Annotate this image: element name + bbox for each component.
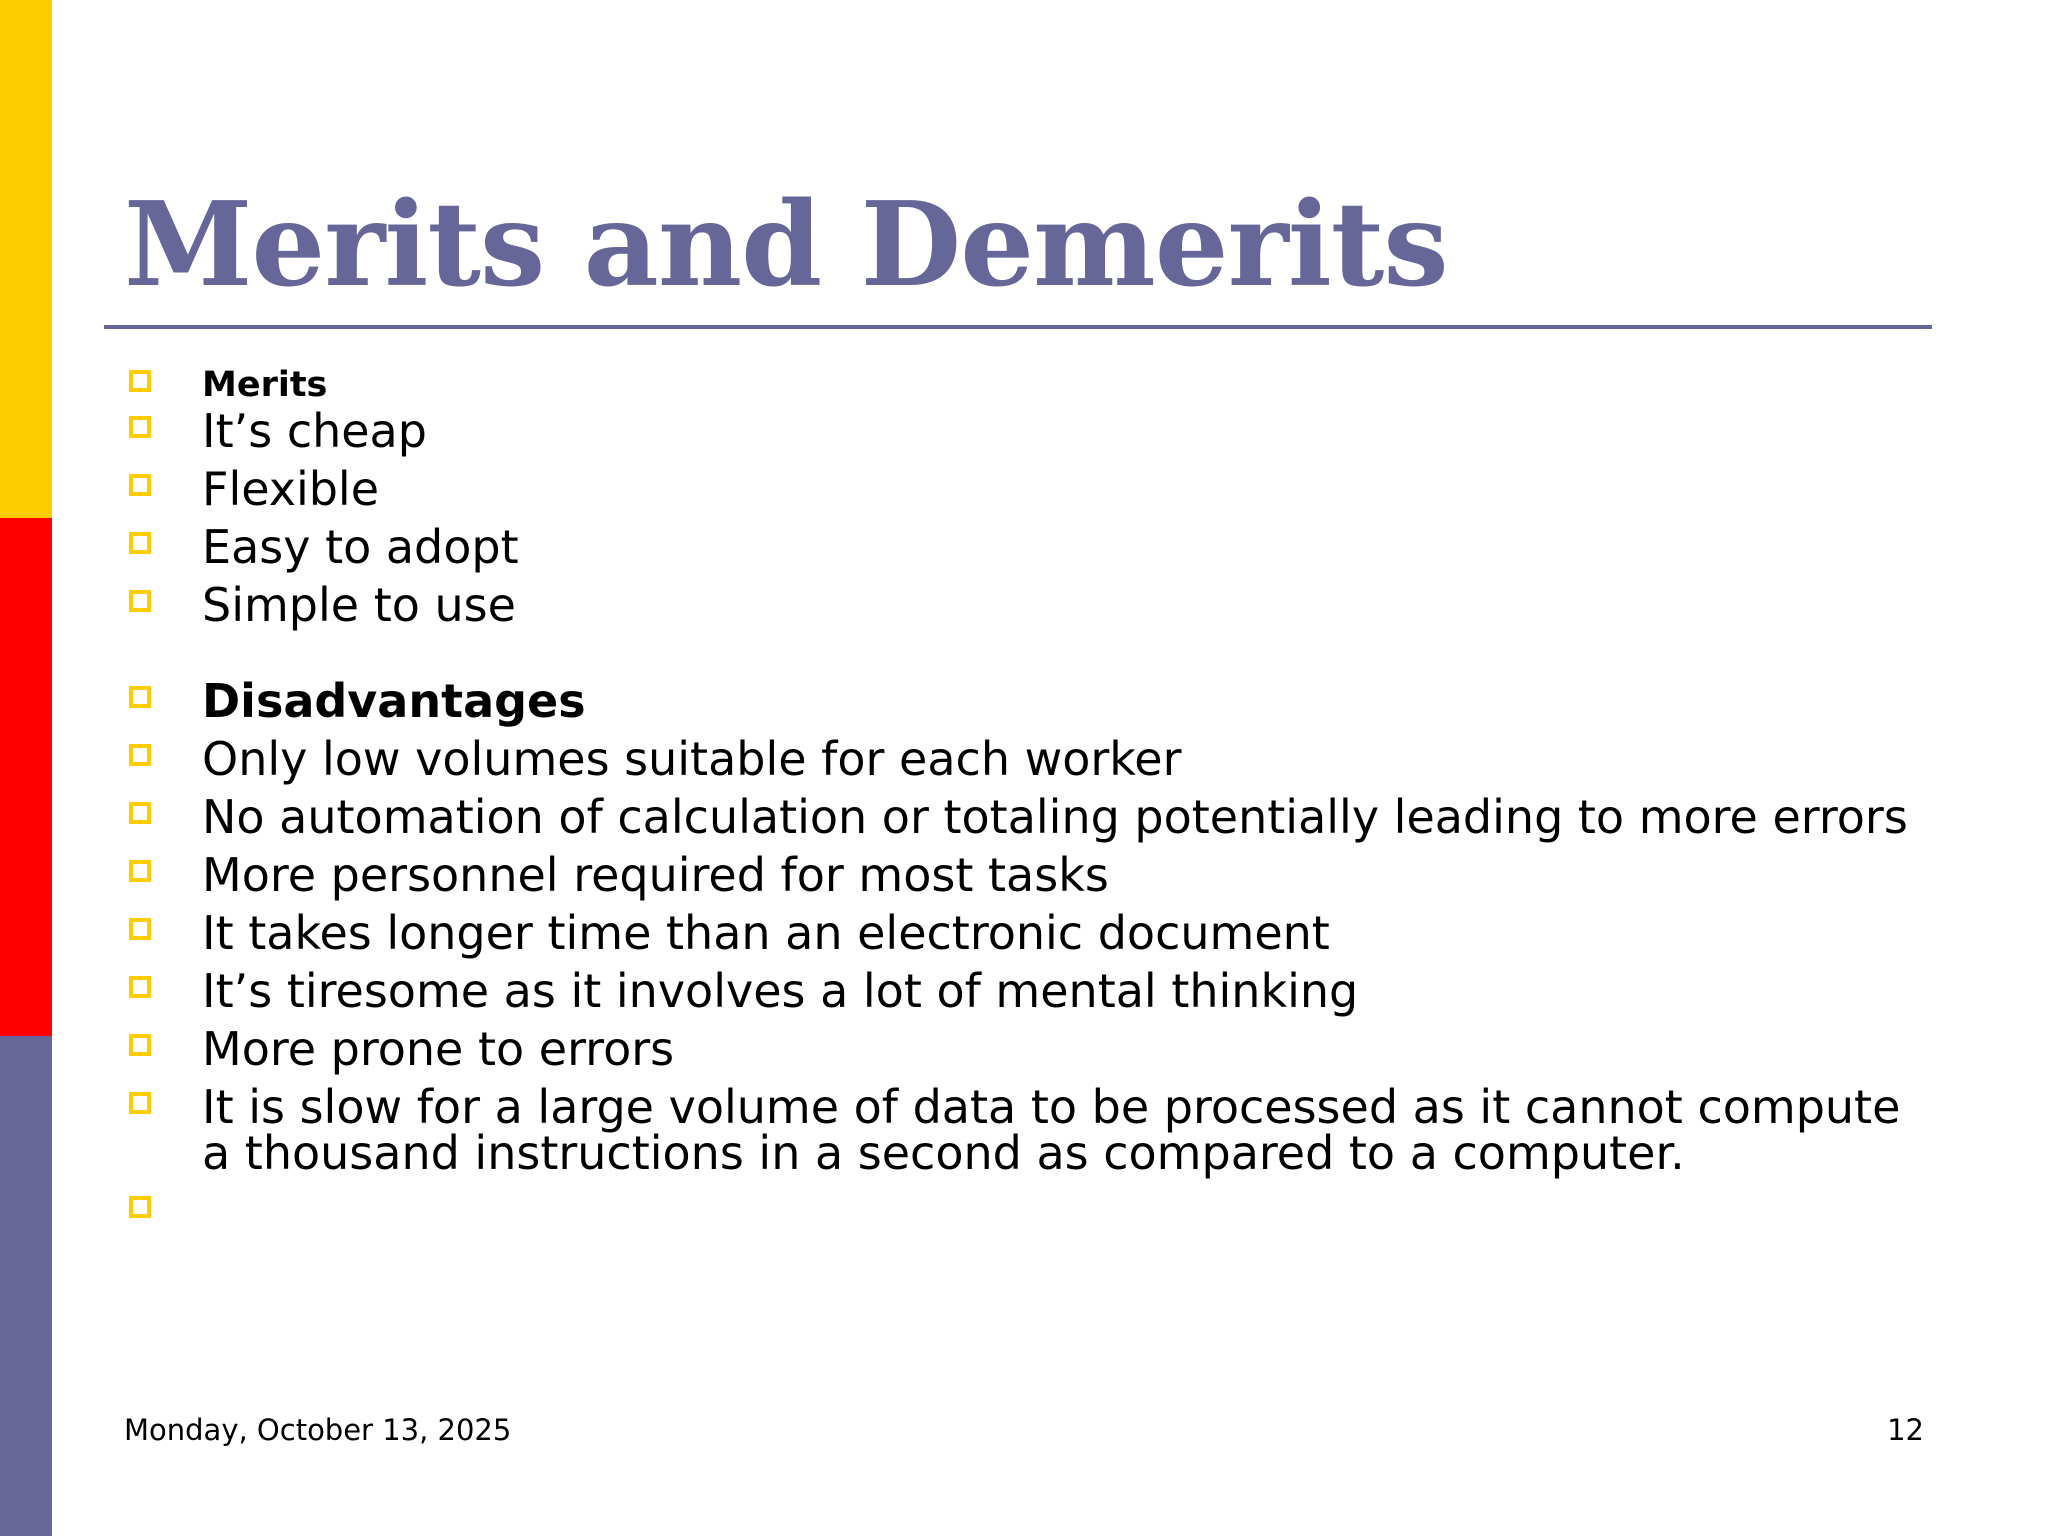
square-bullet-icon <box>129 532 151 554</box>
list-item-disadvantages-heading <box>124 674 1924 728</box>
list-item-text: No automation of calculation or totaling potentially leading to more errors <box>202 790 1908 844</box>
square-bullet-icon <box>129 370 151 392</box>
list-item-merits-heading <box>124 362 1924 408</box>
square-bullet-icon <box>129 744 151 766</box>
list-item-empty <box>124 1188 1924 1234</box>
list-item <box>124 520 1924 574</box>
list-item-text: Simple to use <box>202 578 516 632</box>
title-underline <box>104 325 1932 329</box>
accent-bar-red <box>0 518 52 1036</box>
square-bullet-icon <box>129 474 151 496</box>
list-item-text: It takes longer time than an electronic document <box>202 906 1330 960</box>
square-bullet-icon <box>129 802 151 824</box>
slide-title: Merits and Demerits <box>124 177 1448 313</box>
list-item <box>124 906 1924 960</box>
square-bullet-icon <box>129 686 151 708</box>
list-item-text: It’s cheap <box>202 404 427 458</box>
list-item-text: It’s tiresome as it involves a lot of mental thinking <box>202 964 1359 1018</box>
list-item <box>124 790 1924 844</box>
square-bullet-icon <box>129 976 151 998</box>
page-number: 12 <box>1887 1413 1924 1447</box>
list-item-text: Only low volumes suitable for each worker <box>202 732 1182 786</box>
list-item-text: Easy to adopt <box>202 520 519 574</box>
list-item <box>124 404 1924 458</box>
list-item <box>124 1022 1924 1076</box>
accent-bar-purple <box>0 1036 52 1536</box>
list-item-text: Flexible <box>202 462 380 516</box>
list-item-text: More prone to errors <box>202 1022 675 1076</box>
bullet-list <box>124 362 1924 1246</box>
square-bullet-icon <box>129 918 151 940</box>
list-item-text: Disadvantages <box>202 674 586 728</box>
square-bullet-icon <box>129 416 151 438</box>
square-bullet-icon <box>129 1092 151 1114</box>
list-item-text: Merits <box>202 365 328 405</box>
list-item <box>124 578 1924 632</box>
footer-date: Monday, October 13, 2025 <box>124 1413 512 1447</box>
list-item-text: More personnel required for most tasks <box>202 848 1109 902</box>
list-item <box>124 1080 1924 1180</box>
square-bullet-icon <box>129 1034 151 1056</box>
list-item-text: It is slow for a large volume of data to be processed as it cannot compute a thousand instructions in a second as compared to a computer. <box>202 1080 1901 1180</box>
square-bullet-icon <box>129 1196 151 1218</box>
list-item <box>124 964 1924 1018</box>
square-bullet-icon <box>129 860 151 882</box>
square-bullet-icon <box>129 590 151 612</box>
list-item <box>124 848 1924 902</box>
accent-bar-yellow <box>0 0 52 518</box>
list-item <box>124 732 1924 786</box>
list-item <box>124 462 1924 516</box>
